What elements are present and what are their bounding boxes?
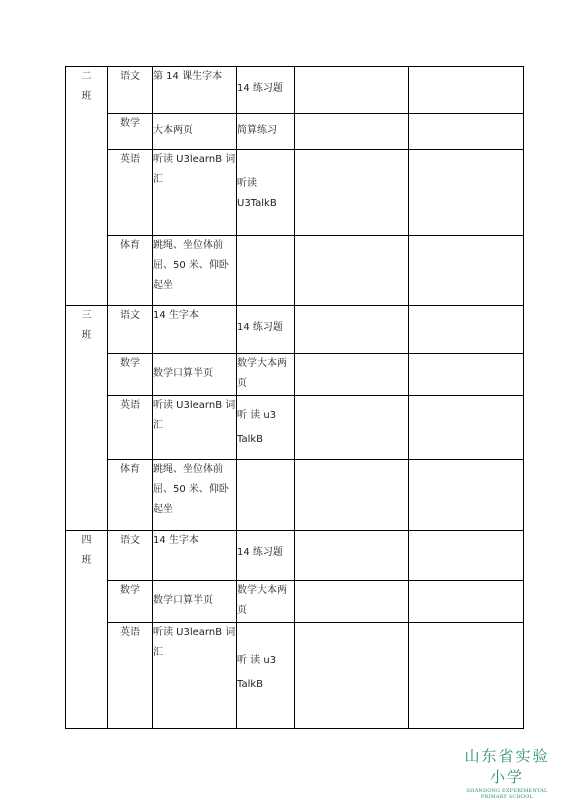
empty-cell: [409, 354, 524, 396]
school-logo-chinese: 山东省实验小学: [464, 747, 550, 786]
content-cell: 14 生字本: [153, 531, 237, 581]
table-row: [66, 531, 524, 581]
class-name-line2: 班: [81, 91, 92, 102]
content-cell: 第 14 课生字本: [153, 67, 237, 114]
table-row: [66, 114, 524, 150]
content-cell: 跳绳、坐位体前屈、50 米、仰卧起坐: [153, 236, 237, 306]
empty-cell: [295, 531, 409, 581]
empty-cell: [409, 623, 524, 729]
empty-cell: [295, 67, 409, 114]
content-cell: 听读 U3learnB 词汇: [153, 623, 237, 729]
schedule-table: [65, 66, 524, 729]
content-cell: 听读 U3learnB 词汇: [153, 396, 237, 460]
table-row: [66, 67, 524, 114]
empty-cell: [295, 354, 409, 396]
empty-cell: [409, 581, 524, 623]
empty-cell: [409, 67, 524, 114]
table-row: [66, 354, 524, 396]
subject-cell: 语文: [108, 67, 153, 114]
empty-cell: [409, 306, 524, 354]
homework-cell: 数学大本两页: [237, 354, 295, 396]
school-logo: [457, 745, 557, 800]
homework-cell: 听 读 u3 TalkB: [237, 396, 295, 460]
empty-cell: [409, 150, 524, 236]
subject-cell: 数学: [108, 581, 153, 623]
homework-cell: 听读 U3TalkB: [237, 150, 295, 236]
table-row: [66, 306, 524, 354]
class-name-line1: 三: [81, 310, 92, 321]
homework-cell: 数学大本两页: [237, 581, 295, 623]
content-cell: 大本两页: [153, 114, 237, 150]
class-name-line1: 四: [81, 535, 92, 546]
class-cell: [66, 306, 108, 531]
empty-cell: [295, 581, 409, 623]
homework-cell: [237, 460, 295, 531]
content-cell: 数学口算半页: [153, 354, 237, 396]
class-cell: [66, 67, 108, 306]
subject-cell: 语文: [108, 306, 153, 354]
class-name-line2: 班: [81, 555, 92, 566]
homework-cell: 14 练习题: [237, 306, 295, 354]
empty-cell: [295, 114, 409, 150]
subject-cell: 数学: [108, 354, 153, 396]
content-cell: 数学口算半页: [153, 581, 237, 623]
empty-cell: [295, 306, 409, 354]
subject-cell: 语文: [108, 531, 153, 581]
empty-cell: [295, 623, 409, 729]
content-cell: 14 生字本: [153, 306, 237, 354]
table-row: [66, 623, 524, 729]
empty-cell: [295, 150, 409, 236]
subject-cell: 体育: [108, 460, 153, 531]
empty-cell: [409, 396, 524, 460]
homework-cell: [237, 236, 295, 306]
empty-cell: [409, 236, 524, 306]
table-row: [66, 460, 524, 531]
table-row: [66, 150, 524, 236]
subject-cell: 数学: [108, 114, 153, 150]
class-cell: [66, 531, 108, 729]
content-cell: 跳绳、坐位体前屈、50 米、仰卧起坐: [153, 460, 237, 531]
class-name-line1: 二: [81, 71, 92, 82]
homework-cell: 14 练习题: [237, 67, 295, 114]
empty-cell: [409, 531, 524, 581]
subject-cell: 英语: [108, 150, 153, 236]
homework-cell: 听 读 u3 TalkB: [237, 623, 295, 729]
empty-cell: [295, 236, 409, 306]
class-name-line2: 班: [81, 330, 92, 341]
subject-cell: 体育: [108, 236, 153, 306]
homework-cell: 14 练习题: [237, 531, 295, 581]
empty-cell: [409, 114, 524, 150]
subject-cell: 英语: [108, 623, 153, 729]
school-logo-english: SHANDONG EXPERIMENTAL PRIMARY SCHOOL: [466, 788, 548, 800]
table-row: [66, 396, 524, 460]
subject-cell: 英语: [108, 396, 153, 460]
empty-cell: [295, 396, 409, 460]
content-cell: 听读 U3learnB 词汇: [153, 150, 237, 236]
empty-cell: [409, 460, 524, 531]
table-row: [66, 581, 524, 623]
table-row: [66, 236, 524, 306]
empty-cell: [295, 460, 409, 531]
homework-cell: 简算练习: [237, 114, 295, 150]
